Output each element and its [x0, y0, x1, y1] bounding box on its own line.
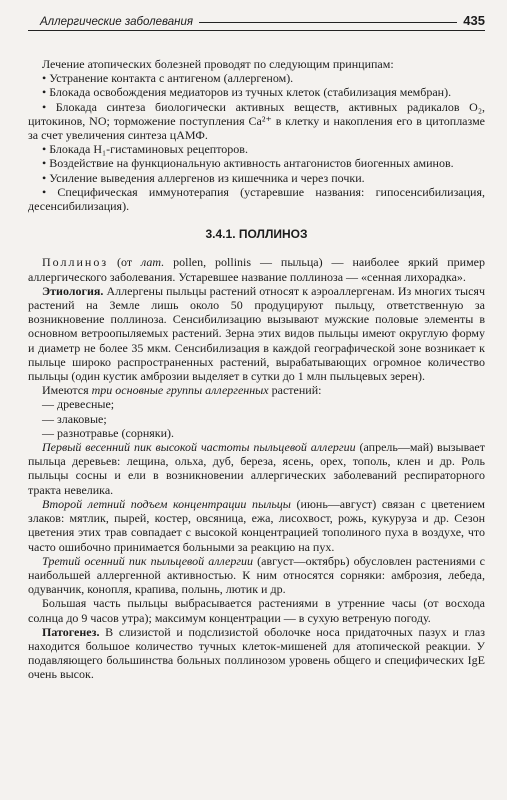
pathogenesis-paragraph: Патогенез. В слизистой и подслизистой оболочке носа придаточных пазух и глаз находится большое количество тучных клеток-мишеней для атопической реакции. У подавляющего большинства больных поллинозом уровень общего и специфических IgE очень высок. — [28, 624, 485, 682]
header-rule — [199, 22, 457, 23]
term-pollinosis: Поллиноз — [42, 255, 109, 270]
pathogenesis-label: Патогенез. — [42, 624, 100, 639]
section-heading: 3.4.1. ПОЛЛИНОЗ — [205, 227, 308, 242]
peak-paragraph-autumn: Третий осенний пик пыльцевой аллергии (август—октябрь) обусловлен растениями с наибольшей аллергенной активностью. К ним относятся сорняки: амброзия, лебеда, одуванчик, конопля, крапива, полынь, лютик и др. — [28, 553, 485, 597]
principle-item: • Специфическая иммунотерапия (устаревшие названия: гипосенсибилизация, десенсибилизация). — [28, 184, 485, 214]
principle-item: • Устранение контакта с антигеном (аллергеном). — [42, 71, 294, 86]
group-item: — древесные; — [42, 397, 115, 412]
group-item: — разнотравье (сорняки). — [42, 425, 175, 440]
etiology-label: Этиология. — [42, 283, 104, 298]
peak-paragraph-summer: Второй летний подъем концентрации пыльцы (июнь—август) связан с цветением злаков: мятлик, пырей, костер, овсяница, ежа, лисохвост, рожь, кукуруза и др. Сезон цветения этих трав совпадает с высокой концентрацией тополиного пуха в воздухе, что часто ошибочно принимается больными за реакцию на пух. — [28, 496, 485, 554]
principle-item: • Усиление выведения аллергенов из кишечника и через почки. — [42, 170, 365, 185]
groups-lead: Имеются три основные группы аллергенных растений: — [42, 383, 322, 398]
principle-item: • Воздействие на функциональную активность антагонистов биогенных аминов. — [42, 156, 454, 171]
definition-paragraph: Поллиноз (от лат. pollen, pollinis — пыльца) — наиболее яркий пример аллергического заболевания. Устаревшее название поллиноза — «сенная лихорадка». — [28, 255, 485, 284]
principle-item: • Блокада H₁-гистаминовых рецепторов. — [42, 142, 248, 157]
peak-paragraph-spring: Первый весенний пик высокой частоты пыльцевой аллергии (апрель—май) вызывает пыльца деревьев: лещина, ольха, дуб, береза, ясень, орех, тополь, клен и др. Роль пыльцы сосны и ели в возникновении аллергических заболеваний респираторного тракта невелика. — [28, 440, 485, 497]
running-header — [28, 6, 485, 28]
header-underline — [28, 30, 485, 31]
principle-item: • Блокада синтеза биологически активных веществ, активных радикалов О₂, цитокинов, NO; торможение поступления Ca²⁺ в клетку и накопления его в цитоплазме за счет увеличения синтеза цАМФ. — [28, 99, 485, 143]
intro-paragraph: Лечение атопических болезней проводят по следующим принципам: — [42, 57, 394, 71]
group-item: — злаковые; — [42, 411, 107, 426]
etiology-paragraph: Этиология. Аллергены пыльцы растений относят к аэроаллергенам. Из многих тысяч растений на Земле лишь около 50 продуцируют пыльцу, ответственную за возникновение поллиноза. Сенсибилизацию вызывают мужские половые элементы в основном ветроопыляемых растений. Зерна этих видов пыльцы имеют округлую форму и диаметр не более 35 мкм. Сенсибилизация в каждой географической зоне возникает к пыльце широко распространенных растений, вырабатывающих огромное количество пыльцы (один кустик амброзии выделяет в сутки до 1 млн пыльцевых зерен). — [28, 283, 485, 384]
morning-paragraph: Большая часть пыльцы выбрасывается растениями в утренние часы (от восхода солнца до 9 часов утра); максимум концентрации — в сухую ветреную погоду. — [28, 596, 485, 625]
page-body — [28, 57, 485, 682]
page-number: 435 — [463, 13, 485, 28]
header-title: Аллергические заболевания — [40, 16, 194, 28]
principle-item: • Блокада освобождения медиаторов из тучных клеток (стабилизация мембран). — [42, 85, 452, 100]
